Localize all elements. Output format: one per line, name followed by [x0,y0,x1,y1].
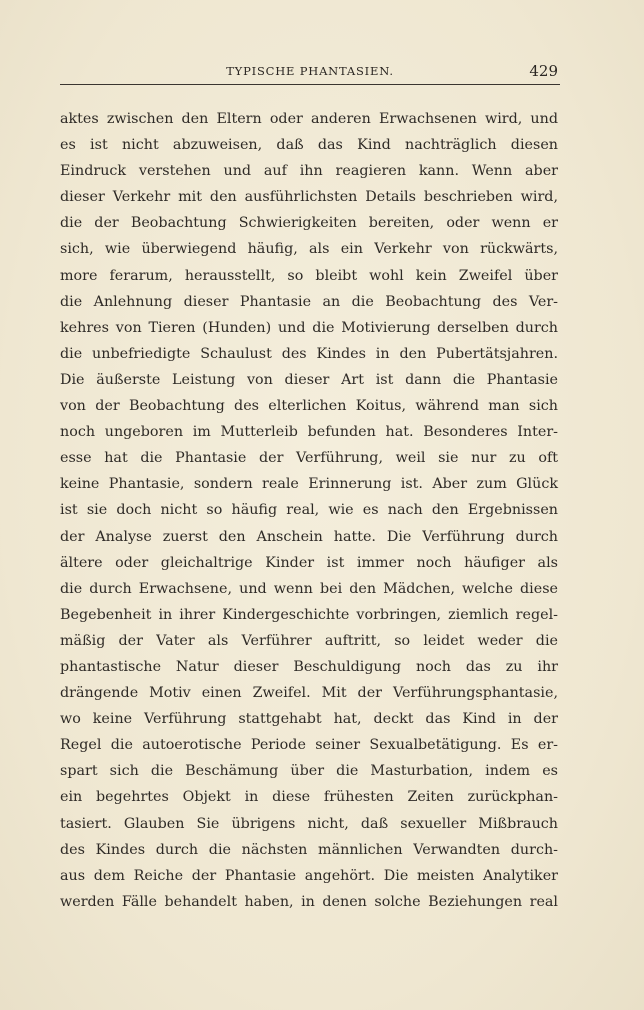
text-line: mäßig der Vater als Verführer auftritt, so leidet weder die [60,632,558,649]
text-line: der Analyse zuerst den Anschein hatte. Die Verführung durch [60,528,558,545]
text-line: werden Fälle behandelt haben, in denen solche Beziehungen real [60,893,558,910]
text-line: die unbefriedigte Schaulust des Kindes in den Pubertätsjahren. [60,345,558,362]
text-line: des Kindes durch die nächsten männlichen Verwandten durch- [60,841,558,858]
text-line: keine Phantasie, sondern reale Erinnerung ist. Aber zum Glück [60,476,558,493]
text-line: ein begehrtes Objekt in diese frühesten Zeiten zurückphan- [60,789,558,806]
text-line: phantastische Natur dieser Beschuldigung noch das zu ihr [60,658,558,675]
text-line: die der Beobachtung Schwierigkeiten bereiten, oder wenn er [60,215,558,232]
text-line: Begebenheit in ihrer Kindergeschichte vorbringen, ziemlich regel- [60,606,558,623]
text-line: Die äußerste Leistung von dieser Art ist dann die Phantasie [60,371,558,388]
text-line: spart sich die Beschämung über die Masturbation, indem es [60,763,558,780]
text-line: ist sie doch nicht so häufig real, wie es nach den Ergebnissen [60,502,558,519]
text-line: Regel die autoerotische Periode seiner Sexualbetätigung. Es er- [60,737,558,754]
text-line: dieser Verkehr mit den ausführlichsten Details beschrieben wird, [60,189,558,206]
text-line: wo keine Verführung stattgehabt hat, deckt das Kind in der [60,711,558,728]
text-line: aktes zwischen den Eltern oder anderen Erwachsenen wird, und [60,111,558,127]
text-line: tasiert. Glauben Sie übrigens nicht, daß sexueller Mißbrauch [60,815,558,832]
text-line: die durch Erwachsene, und wenn bei den Mädchen, welche diese [60,580,558,597]
running-title: TYPISCHE PHANTASIEN. [226,64,394,78]
text-line: von der Beobachtung des elterlichen Koitus, während man sich [60,398,558,415]
body-text [60,106,558,915]
text-line: esse hat die Phantasie der Verführung, weil sie nur zu oft [60,450,558,467]
text-line: es ist nicht abzuweisen, daß das Kind nachträglich diesen [60,137,558,154]
text-line: kehres von Tieren (Hunden) und die Motivierung derselben durch [60,319,558,336]
running-header [60,62,560,85]
page-number: 429 [529,62,558,80]
text-line: more ferarum, herausstellt, so bleibt wohl kein Zweifel über [60,267,558,284]
text-line: ältere oder gleichaltrige Kinder ist immer noch häufiger als [60,554,558,571]
text-line: noch ungeboren im Mutterleib befunden hat. Besonderes Inter- [60,424,558,441]
text-line: aus dem Reiche der Phantasie angehört. Die meisten Analytiker [60,867,558,884]
text-line: Eindruck verstehen und auf ihn reagieren kann. Wenn aber [60,163,558,180]
text-line: drängende Motiv einen Zweifel. Mit der Verführungsphantasie, [60,685,558,702]
text-line: sich, wie überwiegend häufig, als ein Verkehr von rückwärts, [60,241,558,258]
text-line: die Anlehnung dieser Phantasie an die Beobachtung des Ver- [60,293,558,310]
